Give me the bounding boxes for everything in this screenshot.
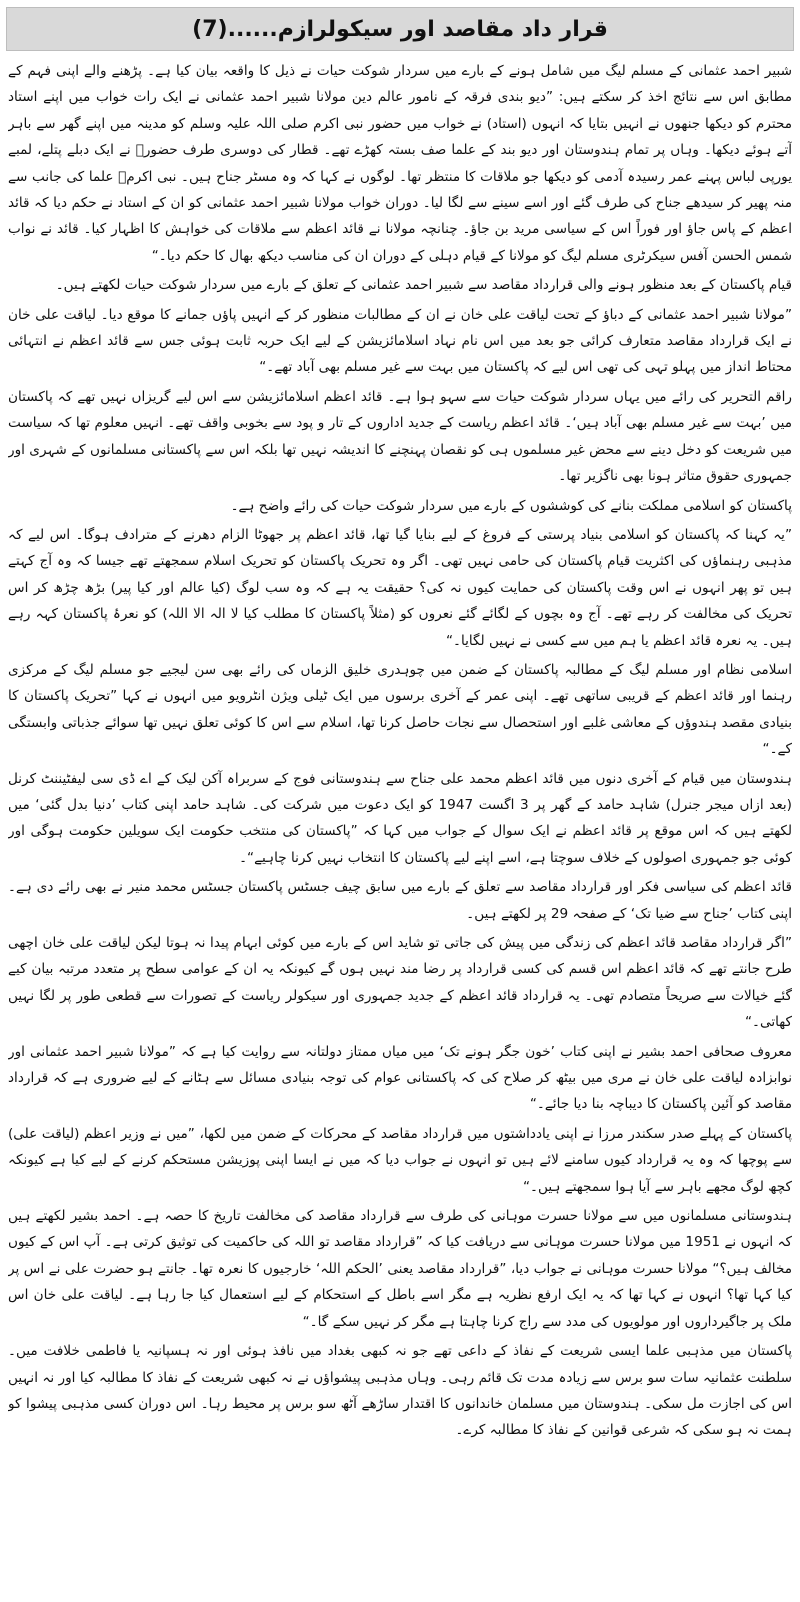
paragraph: شبیر احمد عثمانی کے مسلم لیگ میں شامل ہونے کے بارے میں سردار شوکت حیات نے ذیل کا واقعہ بیان کیا ہے۔ پڑھنے والے اپنی فہم کے مطابق اس سے نتائج اخذ کر سکتے ہیں: ”دیو بندی فرقہ کے نامور عالم دین مولانا شبیر احمد عثمانی نے ایک رات خواب میں اپنے استاد محترم کو دیکھا جنھوں نے انہیں بتایا کہ انہوں (استاد) نے خواب میں حضور نبی اکرم صلی اللہ علیہ وسلم کو مدینہ میں اپنے گھر سے باہر آتے ہوئے دیکھا۔ وہاں پر تمام ہندوستان اور دیو بند کے علما صف بستہ کھڑے تھے۔ قطار کی دوسری طرف حضورؐ نے ایک دبلے پتلے، لمبے یورپی لباس پہنے عمر رسیدہ آدمی کو دیکھا جو ملاقات کا منتظر تھا۔ لوگوں نے کہا کہ وہ مسٹر جناح ہیں۔ نبی اکرمؐ علما کی جانب سے منہ پھیر کر سیدھے جناح کی طرف گئے اور اسے سینے سے لگا لیا۔ دوران خواب مولانا شبیر احمد عثمانی کو ان کے استاد نے حکم دیا کہ قائد اعظم کے پاس جاؤ اور فوراً اس کے سیاسی مرید بن جاؤ۔ چنانچہ مولانا نے قائد اعظم سے ملاقات کی خواہش کا اظہار کیا۔ قائد نے نواب شمس الحسن آفس سیکرٹری مسلم لیگ کو مولانا کے قیام دہلی کے دوران ان کی مناسب دیکھ بھال کا حکم دیا۔“ [8, 63, 792, 264]
paragraph: معروف صحافی احمد بشیر نے اپنی کتاب ’خون جگر ہونے تک‘ میں میاں ممتاز دولتانہ سے روایت کیا ہے کہ ”مولانا شبیر احمد عثمانی اور نوابزادہ لیاقت علی خان نے مری میں بیٹھ کر صلاح کی کہ پاکستانی عوام کی توجہ بنیادی مسائل سے ہٹانے کے لیے ضروری ہے کہ قرارداد مقاصد کو آئین پاکستان کا دیباچہ بنا دیا جائے۔“ [8, 1043, 792, 1113]
paragraph: ”یہ کہنا کہ پاکستان کو اسلامی بنیاد پرستی کے فروغ کے لیے بنایا گیا تھا، قائد اعظم پر جھوٹا الزام دھرنے کے مترادف ہوگا۔ اس لیے کہ مذہبی رہنماؤں کی اکثریت قیام پاکستان کی حامی نہیں تھی۔ اگر وہ تحریک پاکستان کو تحریک اسلام سمجھتے تھے جیسا کہ وہ آج کہتے ہیں تو پھر انہوں نے اس وقت پاکستان کی حمایت کیوں نہ کی؟ حقیقت یہ ہے کہ وہ سب لوگ (کیا عالم اور کیا پیر) بڑھ چڑھ کر اس تحریک کی مخالفت کر رہے تھے۔ آج وہ بچوں کے لگائے گئے نعروں کو (مثلاً پاکستان کا مطلب کیا لا الہ الا اللہ) کو نعرۂ پاکستان کہہ رہے ہیں۔ یہ نعرہ قائد اعظم یا ہم میں سے کسی نے نہیں لگایا۔“ [8, 526, 792, 649]
article-body [8, 58, 792, 1598]
paragraph: ہندوستان میں قیام کے آخری دنوں میں قائد اعظم محمد علی جناح سے ہندوستانی فوج کے سربراہ آکن لیک کے اے ڈی سی لیفٹیننٹ کرنل (بعد ازاں میجر جنرل) شاہد حامد کے گھر پر 3 اگست 1947 کو ایک دعوت میں شرکت کی۔ شاہد حامد اپنی کتاب ’دنیا بدل گئی‘ میں لکھتے ہیں کہ اس موقع پر قائد اعظم نے ایک سوال کے جواب میں کہا کہ ”پاکستان کی منتخب حکومت ایک سویلین حکومت ہوگی اور کوئی جو جمہوری اصولوں کے خلاف سوچتا ہے، اسے اپنے لیے پاکستان کا انتخاب نہیں کرنا چاہیے“۔ [8, 770, 792, 866]
paragraph: اسلامی نظام اور مسلم لیگ کے مطالبہ پاکستان کے ضمن میں چوہدری خلیق الزماں کی رائے بھی سن لیجیے جو مسلم لیگ کے مرکزی رہنما اور قائد اعظم کے قریبی ساتھی تھے۔ اپنی عمر کے آخری برسوں میں ایک ٹیلی ویژن انٹرویو میں انہوں نے کہا ”تحریک پاکستان کا بنیادی مقصد ہندوؤں کے معاشی غلبے اور استحصال سے نجات حاصل کرنا تھا، اسلام سے اس کا کوئی تعلق نہیں تھا سوائے جذباتی وابستگی کے۔“ [8, 661, 792, 758]
paragraph: پاکستان کو اسلامی مملکت بنانے کی کوششوں کے بارے میں سردار شوکت حیات کی رائے واضح ہے۔ [230, 497, 792, 514]
paragraph: پاکستان کے پہلے صدر سکندر مرزا نے اپنی یادداشتوں میں قرارداد مقاصد کے محرکات کے ضمن میں لکھا، ”میں نے وزیر اعظم (لیاقت علی) سے پوچھا کہ وہ یہ قرارداد کیوں سامنے لائے ہیں تو انہوں نے جواب دیا کہ میں نے ایسا اپنی پوزیشن مستحکم کرنے کے لیے کیا ہے کیونکہ کچھ لوگ مجھے باہر سے آیا ہوا سمجھتے ہیں۔“ [8, 1125, 792, 1195]
paragraph: قیام پاکستان کے بعد منظور ہونے والی قرارداد مقاصد سے شبیر احمد عثمانی کے تعلق کے بارے میں سردار شوکت حیات لکھتے ہیں۔ [55, 277, 792, 294]
paragraph: راقم التحریر کی رائے میں یہاں سردار شوکت حیات سے سہو ہوا ہے۔ قائد اعظم اسلامائزیشن سے اس لیے گریزاں نہیں تھے کہ پاکستان میں ’بہت سے غیر مسلم بھی آباد ہیں‘۔ قائد اعظم ریاست کے جدید اداروں کے تار و پود سے بخوبی واقف تھے۔ انہیں معلوم تھا کہ سیاست میں شریعت کو دخل دینے سے محض غیر مسلموں ہی کو نقصان پہنچنے کا اندیشہ نہیں تھا بلکہ اس سے پاکستانی مسلمانوں کے شہری اور جمہوری حقوق متاثر ہونا بھی ناگزیر تھا۔ [8, 388, 792, 485]
paragraph: پاکستان میں مذہبی علما ایسی شریعت کے نفاذ کے داعی تھے جو نہ کبھی بغداد میں نافذ ہوئی اور نہ ہسپانیہ یا فاطمی خلافت میں۔ سلطنت عثمانیہ سات سو برس سے زیادہ مدت تک قائم رہی۔ وہاں مذہبی پیشواؤں نے نہ کبھی شریعت کے نفاذ کا مطالبہ کیا اور نہ انہیں اس کی اجازت مل سکی۔ ہندوستان میں مسلمان خاندانوں کا اقتدار ساڑھے آٹھ سو برس پر محیط رہا۔ اس دوران کسی مذہبی پیشوا کو ہمت نہ ہو سکی کہ شرعی قوانین کے نفاذ کا مطالبہ کرے۔ [8, 1343, 792, 1439]
title-banner [6, 7, 794, 51]
paragraph: ہندوستانی مسلمانوں میں سے مولانا حسرت موہانی کی طرف سے قرارداد مقاصد کی مخالفت تاریخ کا حصہ ہے۔ احمد بشیر لکھتے ہیں کہ انہوں نے 1951 میں مولانا حسرت موہانی سے دریافت کیا کہ ”قرارداد مقاصد تو اللہ کی حاکمیت کی توثیق کرتی ہے۔ آپ اس کے کیوں مخالف ہیں؟“ مولانا حسرت موہانی نے جواب دیا، ”قرارداد مقاصد یعنی ’الحکم اللہ‘ خارجیوں کا نعرہ تھا۔ جانتے ہو حضرت علی نے اس پر کیا کہا تھا؟ انہوں نے کہا تھا کہ یہ ایک ارفع نظریہ ہے مگر اسے باطل کے استحکام کے لیے استعمال کیا جا رہا ہے۔ لیاقت علی خان اس ملک پر جاگیرداروں اور مولویوں کی مدد سے راج کرنا چاہتا ہے مگر کر نہیں سکے گا۔“ [8, 1208, 792, 1330]
paragraph: ”مولانا شبیر احمد عثمانی کے دباؤ کے تحت لیاقت علی خان نے ان کے مطالبات منظور کر کے انہیں پاؤں جمانے کا موقع دیا۔ لیاقت علی خان نے ایک قرارداد مقاصد متعارف کرائی جو بعد میں اس نام نہاد اسلامائزیشن کے لیے ایک حربہ ثابت ہوئی جس سے قائد اعظم نے انتہائی محتاط انداز میں پہلو تہی کی تھی اس لیے کہ پاکستان میں بہت سے غیر مسلم بھی آباد تھے۔“ [8, 306, 792, 376]
paragraph: ”اگر قرارداد مقاصد قائد اعظم کی زندگی میں پیش کی جاتی تو شاید اس کے بارے میں کوئی ابہام پیدا نہ ہوتا لیکن لیاقت علی خان اچھی طرح جانتے تھے کہ قائد اعظم اس قسم کی کسی قرارداد پر رضا مند نہیں ہوں گے کیونکہ یہ ان کے عوامی سطح پر متعدد مرتبہ بیان کیے گئے خیالات سے صریحاً متصادم تھی۔ یہ قرارداد قائد اعظم کے جدید جمہوری اور سیکولر ریاست کے تصورات سے قطعی طور پر لگا نہیں کھاتی۔“ [8, 935, 792, 1031]
paragraph: قائد اعظم کی سیاسی فکر اور قرارداد مقاصد سے تعلق کے بارے میں سابق چیف جسٹس پاکستان جسٹس محمد منیر نے بھی رائے دی ہے۔ اپنی کتاب ’جناح سے ضیا تک‘ کے صفحہ 29 پر لکھتے ہیں۔ [8, 879, 792, 922]
article-title: قرار داد مقاصد اور سیکولرازم......(7) [192, 16, 608, 42]
